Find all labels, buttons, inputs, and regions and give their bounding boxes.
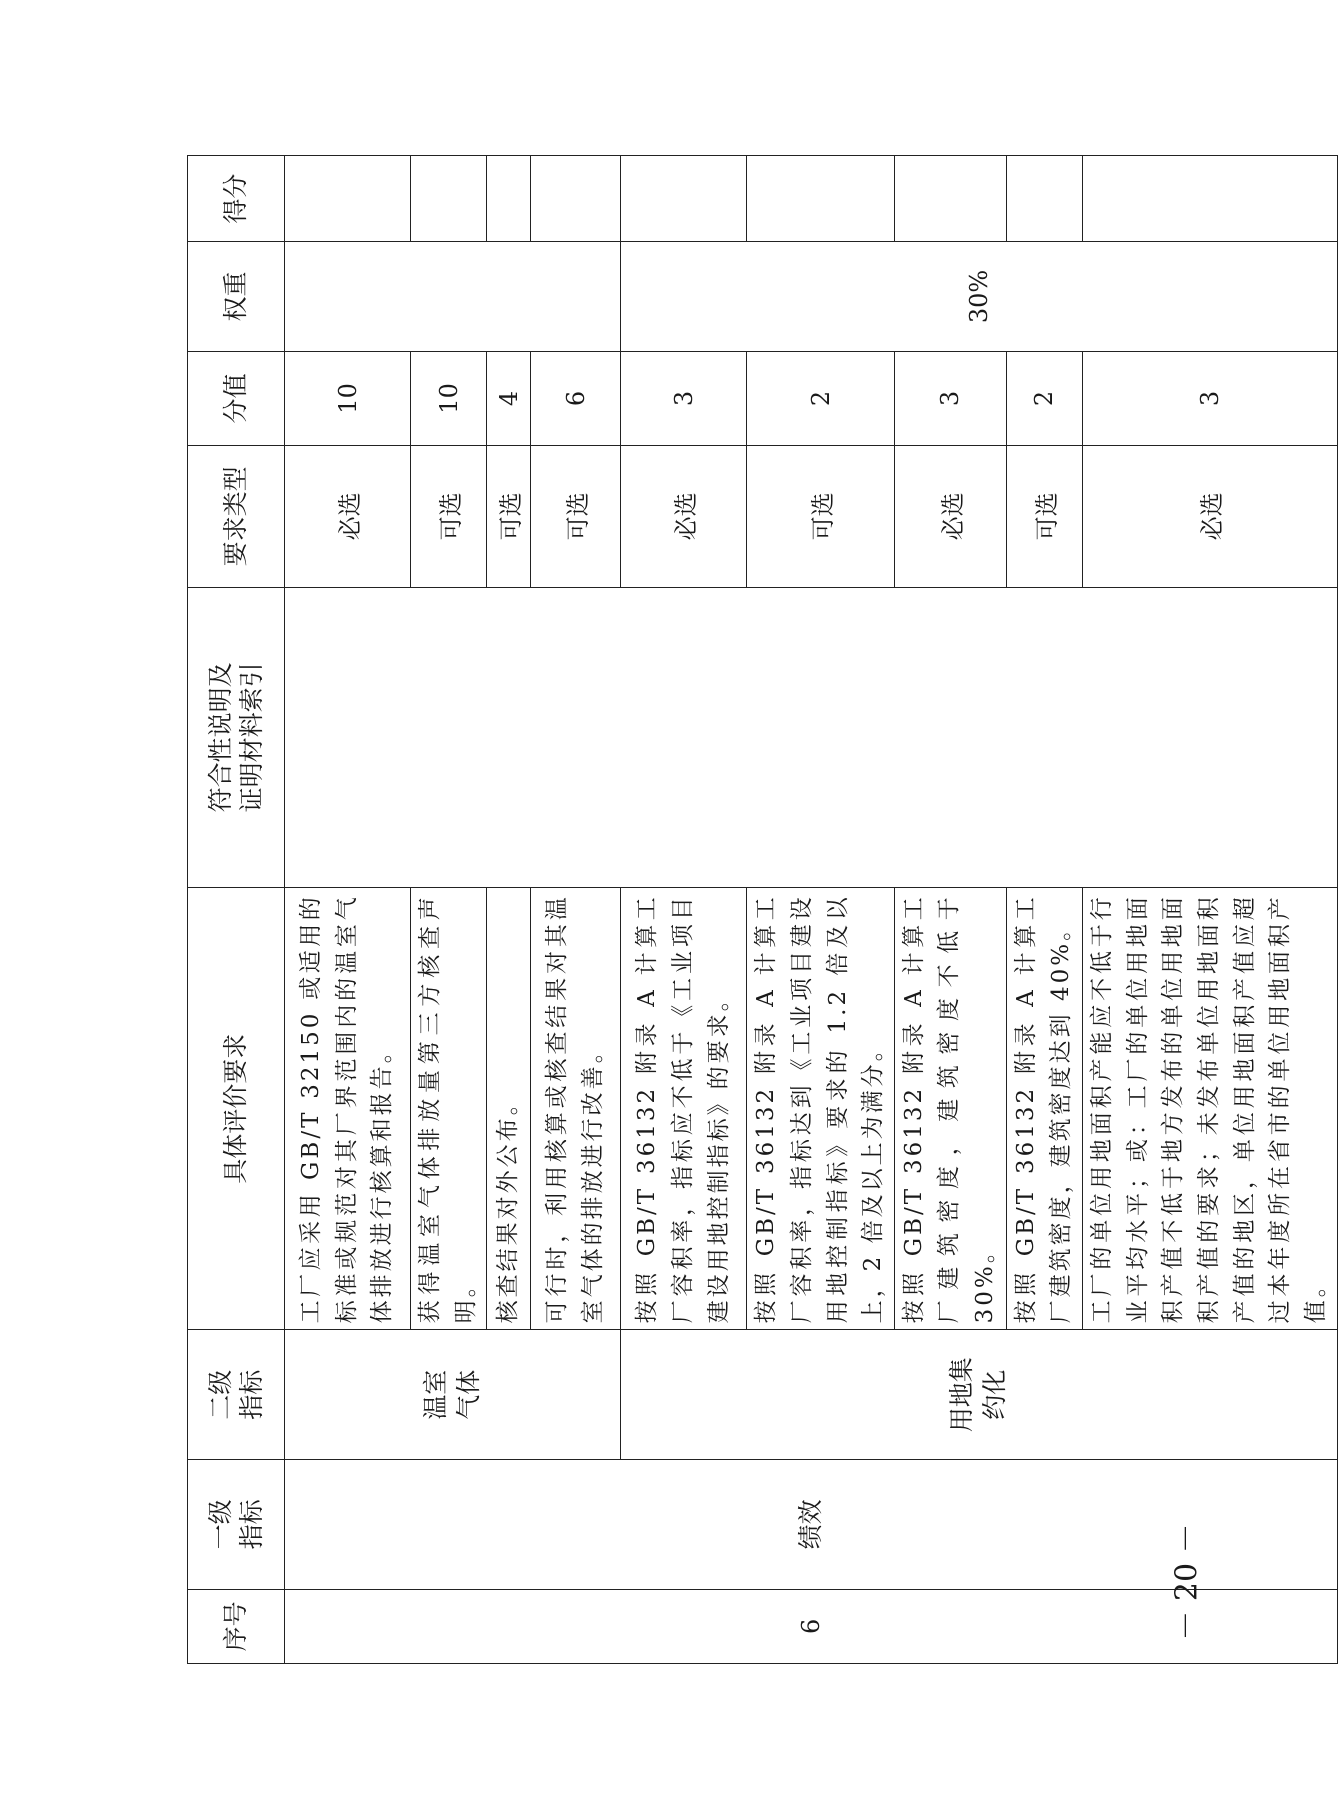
obtained-cell: [487, 156, 531, 242]
header-obtained: 得分: [188, 156, 285, 242]
type-cell: 可选: [1006, 446, 1082, 587]
header-type: 要求类型: [188, 446, 285, 587]
obtained-cell: [1083, 156, 1337, 242]
obtained-cell: [1006, 156, 1082, 242]
level2-cell-ghg: 温室 气体: [285, 1330, 621, 1460]
level1-cell: 绩效: [285, 1460, 1338, 1590]
level2-cell-land: 用地集 约化: [621, 1330, 1337, 1460]
requirement-text: 按照 GB/T 36132 附录 A 计算工厂容积率，指标达到《工业项目建设用地控制指标》要求的 1.2 倍及以上，2 倍及以上为满分。: [747, 888, 895, 1330]
header-evidence: 符合性说明及 证明材料索引: [188, 587, 285, 888]
requirement-text: 按照 GB/T 36132 附录 A 计算工厂建筑密度，建筑密度达到 40%。: [1006, 888, 1082, 1330]
obtained-cell: [285, 156, 411, 242]
requirement-text: 按照 GB/T 36132 附录 A 计算工厂建筑密度，建筑密度不低于 30%。: [894, 888, 1006, 1330]
evaluation-table: [187, 155, 1338, 1664]
seq-cell: 6: [285, 1589, 1338, 1663]
type-cell: 必选: [1083, 446, 1337, 587]
requirement-text: 工厂的单位用地面积产能应不低于行业平均水平；或：工厂的单位用地面积产值不低于地方发布的单位用地面积产值的要求；未发布单位用地面积产值的地区，单位用地面积产值应超过本年度所在省市的单位用地面积产值。: [1083, 888, 1337, 1330]
requirement-text: 可行时，利用核算或核查结果对其温室气体的排放进行改善。: [531, 888, 621, 1330]
obtained-cell: [894, 156, 1006, 242]
score-cell: 4: [487, 351, 531, 445]
header-level2: 二级 指标: [188, 1330, 285, 1460]
page-number: － 20 －: [1169, 1523, 1205, 1641]
obtained-cell: [411, 156, 487, 242]
weight-cell-empty: [285, 242, 621, 352]
score-cell: 3: [1083, 351, 1337, 445]
header-level1: 一级 指标: [188, 1460, 285, 1590]
header-requirement: 具体评价要求: [188, 888, 285, 1330]
type-cell: 可选: [411, 446, 487, 587]
type-cell: 必选: [285, 446, 411, 587]
score-cell: 2: [747, 351, 895, 445]
obtained-cell: [621, 156, 747, 242]
header-weight: 权重: [188, 242, 285, 352]
type-cell: 可选: [531, 446, 621, 587]
type-cell: 必选: [621, 446, 747, 587]
requirement-text: 按照 GB/T 36132 附录 A 计算工厂容积率，指标应不低于《工业项目建设用地控制指标》的要求。: [621, 888, 747, 1330]
table-row: [285, 156, 411, 1664]
requirement-text: 获得温室气体排放量第三方核查声明。: [411, 888, 487, 1330]
table-row: [621, 156, 747, 1664]
obtained-cell: [747, 156, 895, 242]
score-cell: 10: [285, 351, 411, 445]
requirement-text: 核查结果对外公布。: [487, 888, 531, 1330]
obtained-cell: [531, 156, 621, 242]
score-cell: 2: [1006, 351, 1082, 445]
type-cell: 可选: [747, 446, 895, 587]
score-cell: 6: [531, 351, 621, 445]
score-cell: 3: [894, 351, 1006, 445]
score-cell: 10: [411, 351, 487, 445]
requirement-text: 工厂应采用 GB/T 32150 或适用的标准或规范对其厂界范围内的温室气体排放进行核算和报告。: [285, 888, 411, 1330]
evidence-cell: [285, 587, 1338, 888]
header-seq: 序号: [188, 1589, 285, 1663]
type-cell: 可选: [487, 446, 531, 587]
weight-cell: 30%: [621, 242, 1337, 352]
header-score: 分值: [188, 351, 285, 445]
header-row: [188, 156, 285, 1664]
type-cell: 必选: [894, 446, 1006, 587]
score-cell: 3: [621, 351, 747, 445]
